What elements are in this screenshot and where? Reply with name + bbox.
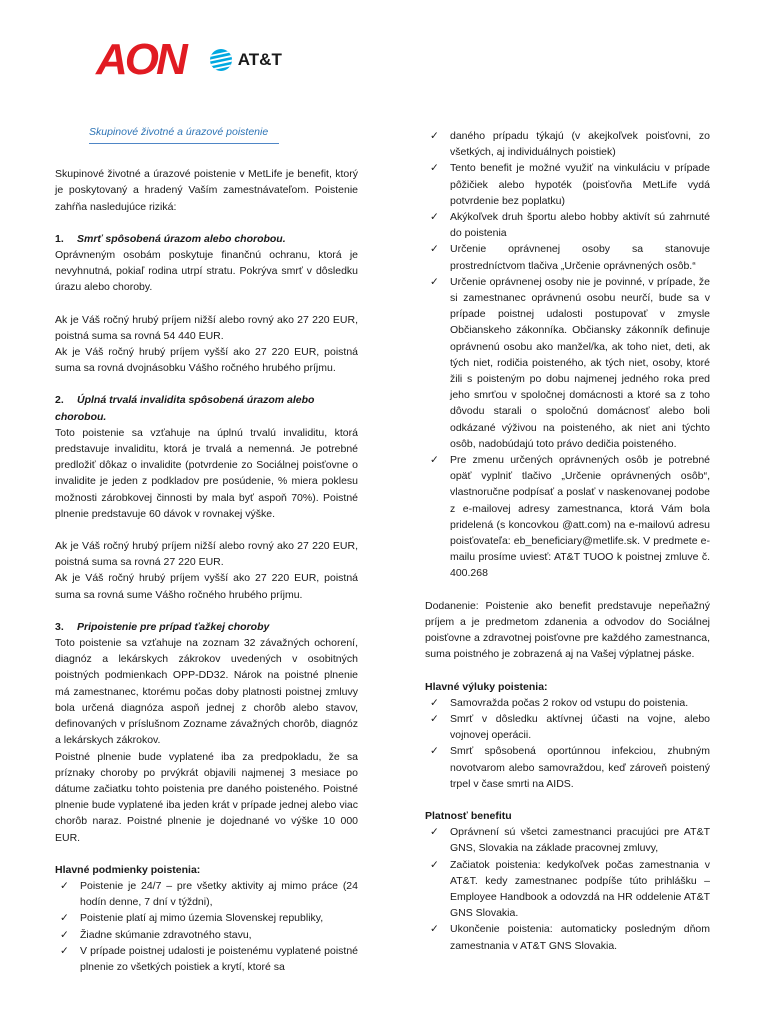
list-item: ✓ Určenie oprávnenej osoby nie je povinné, v prípade, že si zamestnanec oprávnenú osobu neurčí, bude sa v prípade poistnej udalosti postupovať v zmysle Občianskeho zákonníka. Občiansky zákonník definuje oprávnenú osobu ako manžel/ka, ak toho niet, deti, ak tých niet, rodičia poisteného, ak tých niet, osoby, ktoré žili s poisteným po dobu najmenej jedného roka pred jeho smrťou v spoločnej domácnosti a ktoré sa z toho dôvodu starali o spoločnú domácnosť alebo boli odkázané výživou na poisteného, ak niet ani týchto osôb, nadobúdajú toto právo dedičia poisteného. — [430, 275, 710, 450]
list-item: ✓ Poistenie platí aj mimo územia Slovenskej republiky, — [55, 910, 358, 926]
list-item: ✓ Smrť spôsobená oportúnnou infekciou, zhubným novotvarom alebo samovraždou, keď zároveň poistený trpel v čase smrti na AIDS. — [430, 745, 710, 790]
conditions-list-continued — [425, 128, 710, 582]
list-item: ✓ Oprávnení sú všetci zamestnanci pracujúci pre AT&T GNS, Slovakia na základe pracovnej zmluvy, — [430, 826, 710, 855]
list-item: ✓ Smrť v dôsledku aktívnej účasti na vojne, alebo vojnovej operácii. — [430, 712, 710, 742]
list-item: ✓ Začiatok poistenia: kedykoľvek počas zamestnania v AT&T. kedy zamestnanec podpíše túto prihlášku – Employee Handbook a odovzdá na HR oddelenie AT&T GNS Slovakia. — [430, 858, 710, 920]
exclusions-heading: Hlavné výluky poistenia: — [425, 680, 548, 693]
section-2-title: Úplná trvalá invalidita spôsobená úrazom alebo chorobou. — [55, 394, 315, 423]
check-icon: ✓ — [430, 130, 439, 142]
section-1-amount-low: Ak je Váš ročný hrubý príjem nižší alebo rovný ako 27 220 EUR, poistná suma sa rovná 54 440 EUR. — [55, 313, 358, 342]
section-3-number: 3. — [55, 620, 64, 633]
check-icon: ✓ — [430, 858, 439, 871]
right-column — [425, 128, 710, 954]
list-item: ✓ daného prípadu týkajú (v akejkoľvek poisťovni, zo všetkých, aj individuálnych poistiek) — [430, 130, 710, 159]
list-item: ✓ Ukončenie poistenia: automaticky posledným dňom zamestnania v AT&T GNS Slovakia. — [430, 923, 710, 952]
check-icon: ✓ — [430, 162, 439, 175]
section-1-amount-high: Ak je Váš ročný hrubý príjem vyšší ako 27 220 EUR, poistná suma sa rovná dvojnásobku Vášho ročného hrubého príjmu. — [55, 346, 358, 375]
section-1-title: Smrť spôsobená úrazom alebo chorobou. — [77, 232, 286, 245]
validity-list — [425, 824, 710, 954]
list-item: ✓ Samovražda počas 2 rokov od vstupu do poistenia. — [425, 695, 710, 711]
check-icon: ✓ — [430, 211, 439, 224]
check-icon: ✓ — [430, 826, 439, 839]
att-wordmark: AT&T — [237, 50, 282, 69]
list-item: ✓ Určenie oprávnenej osoby sa stanovuje prostredníctvom tlačiva „Určenie oprávnených osôb.“ — [430, 243, 710, 272]
list-item: ✓ Tento benefit je možné využiť na vinkuláciu v prípade pôžičiek alebo hypoték (poisťovňa MetLife vydá potvrdenie bez poplatku) — [430, 162, 710, 207]
section-2-amount-low: Ak je Váš ročný hrubý príjem nižší alebo rovný ako 27 220 EUR, poistná suma sa rovná 27 220 EUR. — [55, 540, 358, 569]
conditions-heading: Hlavné podmienky poistenia: — [55, 863, 201, 876]
check-icon: ✓ — [430, 745, 439, 758]
taxation-paragraph: Dodanenie: Poistenie ako benefit predstavuje nepeňažný príjem a je predmetom zdanenia a odvodov do Sociálnej poisťovne a zdravotnej poisťovne pre každého zamestnanca, suma poistného je zobrazená aj na Vašej výplatnej páske. — [425, 599, 710, 661]
section-2-amount-high: Ak je Váš ročný hrubý príjem vyšší ako 27 220 EUR, poistná suma sa rovná sume Vášho ročného hrubého príjmu. — [55, 572, 358, 601]
section-3-paragraph: Toto poistenie sa vzťahuje na zoznam 32 závažných ochorení, diagnóz a lekárskych zákrokov uvedených v osobitných poistných podmienkach OPP-DD32. Nárok na poistné plnenie má zamestnanec, ktorému počas doby platnosti poistnej zmluvy bola určená diagnóza aspoň jednej z chorôb alebo stavov, definovaných v príslušnom Zozname závažných chorôb, diagnóz a lekárskych zákrokov. — [55, 637, 358, 747]
conditions-list — [55, 878, 358, 975]
section-2-paragraph: Toto poistenie sa vzťahuje na úplnú trvalú invaliditu, ktorá predstavuje invaliditu, ktorá je trvalá a nemenná. Je potrebné predložiť dôkaz o invalidite (potvrdenie zo Sociálnej poisťovne o invalidite je jeden z podkladov pre posúdenie, % miera poklesu možnosti zárobkovej činnosti by mala byť aspoň 70%). Poistné plnenie predstavuje 60 dávok v rovnakej výške. — [55, 426, 358, 520]
section-3-paragraph-2: Poistné plnenie bude vyplatené iba za predpokladu, že sa príznaky choroby po prvýkrát objavili najmenej 3 mesiace po dátume začiatku tohto poistenia pre daného poisteného. Poistné plnenie bude vyplatené iba jeden krát v prípade jednej alebo viac chorôb naraz. Poistné plnenie je dojednané vo výške 10 000 EUR. — [55, 750, 358, 844]
check-icon: ✓ — [430, 696, 439, 709]
aon-logo: AON — [96, 35, 185, 84]
check-icon: ✓ — [60, 912, 69, 925]
check-icon: ✓ — [430, 243, 439, 256]
check-icon: ✓ — [60, 879, 69, 892]
section-2-heading — [55, 392, 358, 424]
section-1-paragraph: Oprávneným osobám poskytuje finančnú ochranu, ktorá je nevyhnutná, pokiaľ rodina utrpí stratu. Pokrýva smrť v dôsledku úrazu alebo choroby. — [55, 249, 358, 294]
check-icon: ✓ — [60, 928, 69, 941]
list-item: ✓ Žiadne skúmanie zdravotného stavu, — [55, 927, 358, 943]
att-logo — [209, 48, 282, 72]
check-icon: ✓ — [430, 923, 439, 936]
header-logos — [96, 36, 282, 84]
left-column — [55, 124, 358, 975]
section-3-title: Pripoistenie pre prípad ťažkej choroby — [77, 620, 270, 633]
att-globe-icon — [209, 48, 233, 72]
list-item: ✓ V prípade poistnej udalosti je poistenému vyplatené poistné plnenie zo všetkých poistiek a krytí, ktoré sa — [60, 944, 358, 973]
check-icon: ✓ — [430, 712, 439, 725]
section-3-heading — [55, 619, 358, 635]
list-item: ✓ Akýkoľvek druh športu alebo hobby aktivít sú zahrnuté do poistenia — [430, 211, 710, 240]
document-title: Skupinové životné a úrazové poistenie — [89, 126, 269, 138]
exclusions-list — [425, 695, 710, 792]
section-1-number: 1. — [55, 232, 64, 245]
intro-paragraph: Skupinové životné a úrazové poistenie v MetLife je benefit, ktorý je poskytovaný a hradený Vaším zamestnávateľom. Poistenie zahŕňa nasledujúce riziká: — [55, 168, 358, 213]
section-1-heading — [55, 231, 358, 247]
validity-heading: Platnosť benefitu — [425, 809, 512, 822]
section-2-number: 2. — [55, 394, 64, 407]
check-icon: ✓ — [430, 454, 439, 467]
check-icon: ✓ — [430, 275, 439, 288]
list-item: ✓ Poistenie je 24/7 – pre všetky aktivity aj mimo práce (24 hodín denne, 7 dní v týždni), — [60, 879, 358, 909]
list-item: ✓ Pre zmenu určených oprávnených osôb je potrebné opäť vyplniť tlačivo „Určenie oprávnených osôb“, vlastnoručne podpísať a poslať v naskenovanej podobe z e-mailovej adresy zamestnanca, ktorá Vám bola pridelená (s koncovkou @att.com) na e-mailovú adresu poisťovateľa: eb_beneficiary@metlife.sk. V predmete e-mailu prosíme uviesť: AT&T TUOO k poistnej zmluve č. 400.268 — [430, 454, 710, 580]
check-icon: ✓ — [60, 944, 69, 957]
